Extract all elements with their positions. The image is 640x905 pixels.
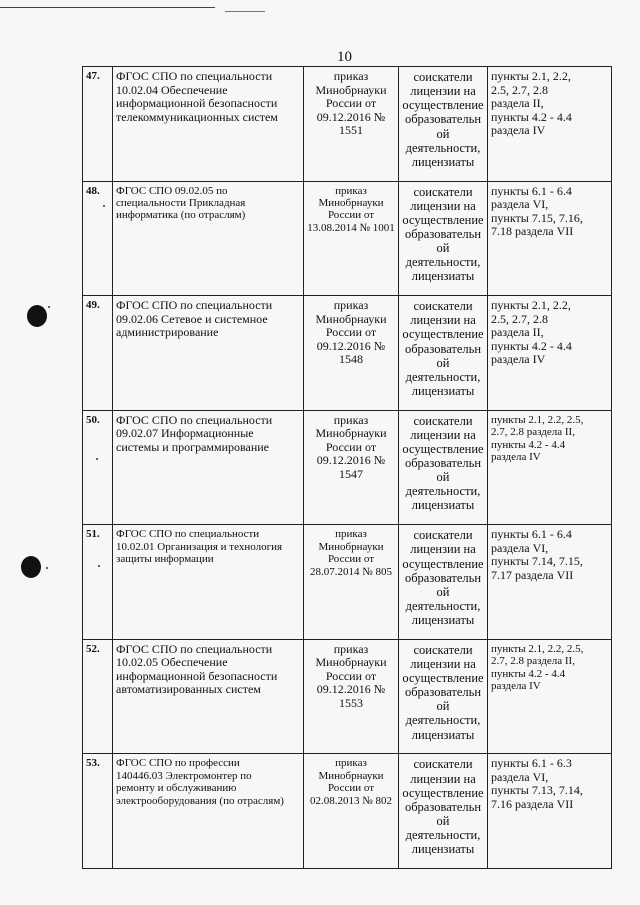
standard-name: ФГОС СПО по специальности 10.02.05 Обеспечение информационной безопасности автоматизированных систем xyxy=(113,639,304,754)
requirement-points: пункты 2.1, 2.2, 2.5, 2.7, 2.8 раздела II, пункты 4.2 - 4.4 раздела IV xyxy=(488,410,612,525)
scan-speck xyxy=(48,306,50,308)
applicable-subjects: соискатели лицензии на осуществление образовательн ой деятельности, лицензиаты xyxy=(399,410,488,525)
approval-order: приказ Минобрнауки России от 09.12.2016 № 1553 xyxy=(304,639,399,754)
row-number: 48. xyxy=(83,181,113,296)
table-row xyxy=(83,639,612,754)
table-row xyxy=(83,410,612,525)
licensing-requirements-table xyxy=(82,66,612,869)
applicable-subjects: соискатели лицензии на осуществление образовательн ой деятельности, лицензиаты xyxy=(399,525,488,640)
punch-hole xyxy=(27,305,47,327)
standard-name: ФГОС СПО по профессии 140446.03 Электромонтер по ремонту и обслуживанию электрооборудования (по отраслям) xyxy=(113,754,304,869)
row-number: 49. xyxy=(83,296,113,411)
row-number: 53. xyxy=(83,754,113,869)
standard-name: ФГОС СПО по специальности 10.02.04 Обеспечение информационной безопасности телекоммуникационных систем xyxy=(113,67,304,182)
requirement-points: пункты 6.1 - 6.4 раздела VI, пункты 7.15, 7.16, 7.18 раздела VII xyxy=(488,181,612,296)
table-row xyxy=(83,525,612,640)
applicable-subjects: соискатели лицензии на осуществление образовательн ой деятельности, лицензиаты xyxy=(399,296,488,411)
row-number: 50. xyxy=(83,410,113,525)
approval-order: приказ Минобрнауки России от 09.12.2016 № 1551 xyxy=(304,67,399,182)
table-row xyxy=(83,296,612,411)
requirement-points: пункты 2.1, 2.2, 2.5, 2.7, 2.8 раздела II, пункты 4.2 - 4.4 раздела IV xyxy=(488,296,612,411)
row-number: 51. xyxy=(83,525,113,640)
requirement-points: пункты 2.1, 2.2, 2.5, 2.7, 2.8 раздела II, пункты 4.2 - 4.4 раздела IV xyxy=(488,639,612,754)
approval-order: приказ Минобрнауки России от 02.08.2013 № 802 xyxy=(304,754,399,869)
standard-name: ФГОС СПО по специальности 09.02.07 Информационные системы и программирование xyxy=(113,410,304,525)
applicable-subjects: соискатели лицензии на осуществление образовательн ой деятельности, лицензиаты xyxy=(399,639,488,754)
requirement-points: пункты 2.1, 2.2, 2.5, 2.7, 2.8 раздела II, пункты 4.2 - 4.4 раздела IV xyxy=(488,67,612,182)
approval-order: приказ Минобрнауки России от 09.12.2016 № 1548 xyxy=(304,296,399,411)
standard-name: ФГОС СПО 09.02.05 по специальности Прикладная информатика (по отраслям) xyxy=(113,181,304,296)
row-number: 52. xyxy=(83,639,113,754)
requirement-points: пункты 6.1 - 6.4 раздела VI, пункты 7.14, 7.15, 7.17 раздела VII xyxy=(488,525,612,640)
table-row xyxy=(83,754,612,869)
scan-edge-line xyxy=(0,7,215,8)
approval-order: приказ Минобрнауки России от 28.07.2014 № 805 xyxy=(304,525,399,640)
table-row xyxy=(83,181,612,296)
standard-name: ФГОС СПО по специальности 10.02.01 Организация и технология защиты информации xyxy=(113,525,304,640)
applicable-subjects: соискатели лицензии на осуществление образовательн ой деятельности, лицензиаты xyxy=(399,754,488,869)
scan-edge-line xyxy=(225,11,265,12)
applicable-subjects: соискатели лицензии на осуществление образовательн ой деятельности, лицензиаты xyxy=(399,181,488,296)
approval-order: приказ Минобрнауки России от 13.08.2014 № 1001 xyxy=(304,181,399,296)
approval-order: приказ Минобрнауки России от 09.12.2016 № 1547 xyxy=(304,410,399,525)
scan-speck xyxy=(46,567,48,569)
punch-hole xyxy=(21,556,41,578)
applicable-subjects: соискатели лицензии на осуществление образовательн ой деятельности, лицензиаты xyxy=(399,67,488,182)
requirement-points: пункты 6.1 - 6.3 раздела VI, пункты 7.13, 7.14, 7.16 раздела VII xyxy=(488,754,612,869)
row-number: 47. xyxy=(83,67,113,182)
table-row xyxy=(83,67,612,182)
standard-name: ФГОС СПО по специальности 09.02.06 Сетевое и системное администрирование xyxy=(113,296,304,411)
page-number: 10 xyxy=(337,49,352,65)
